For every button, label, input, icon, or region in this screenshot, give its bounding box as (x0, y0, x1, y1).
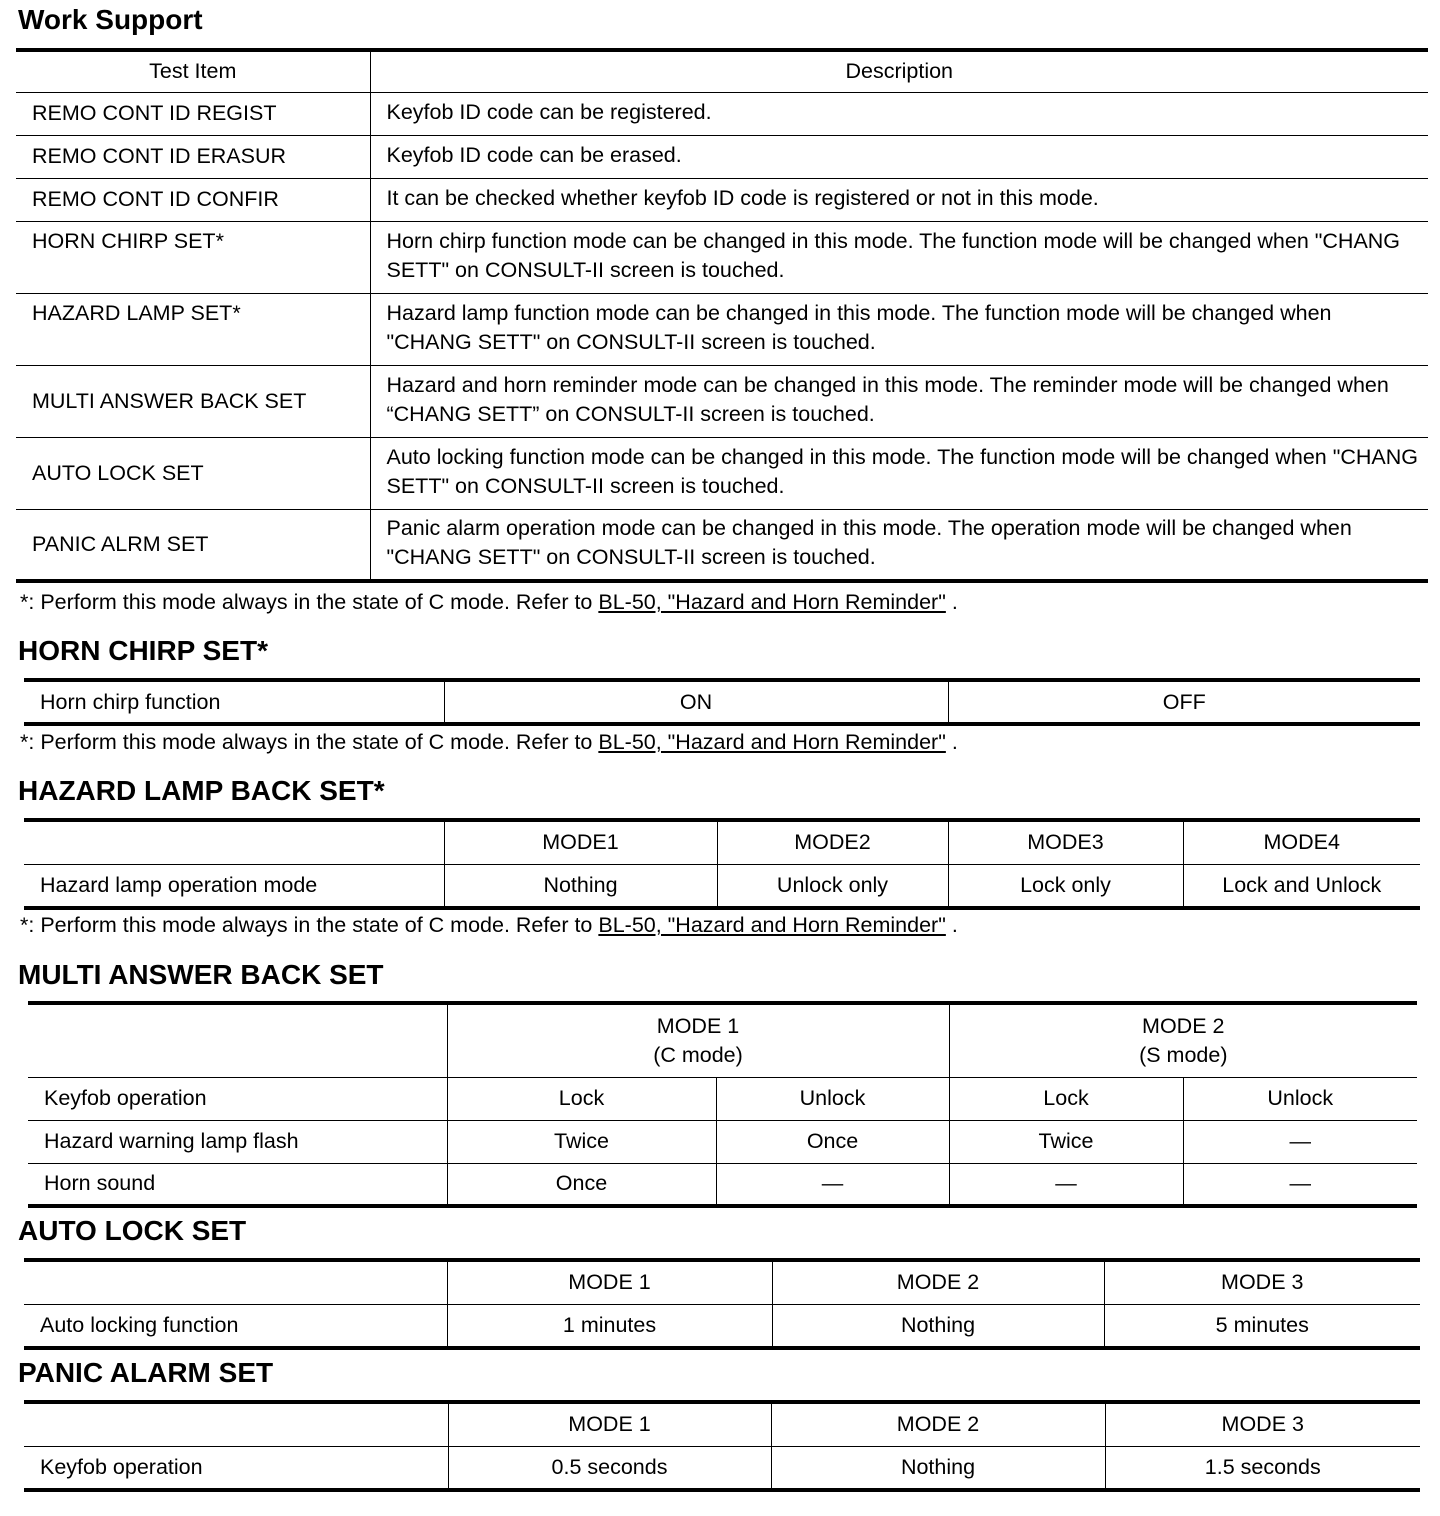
description-cell: Auto locking function mode can be changed in this mode. The function mode will be changed when "CHANG SETT" on CONSULT-II screen is touched. (370, 437, 1428, 509)
test-item-cell: REMO CONT ID ERASUR (16, 135, 370, 178)
test-item-cell: HORN CHIRP SET* (16, 221, 370, 293)
value-cell: Lock only (948, 864, 1183, 908)
value-cell: Twice (949, 1120, 1183, 1163)
table-row (24, 864, 1420, 908)
value-cell: — (1183, 1163, 1417, 1206)
horn-chirp-title: HORN CHIRP SET* (18, 635, 268, 666)
mode-header: MODE 2 (771, 1402, 1105, 1446)
table-row (16, 92, 1428, 135)
mode-header: MODE2 (717, 820, 948, 864)
header-test-item: Test Item (16, 50, 370, 92)
test-item-cell: REMO CONT ID REGIST (16, 92, 370, 135)
description-cell: Keyfob ID code can be registered. (370, 92, 1428, 135)
value-cell: Nothing (772, 1304, 1104, 1348)
value-cell: Lock (447, 1077, 716, 1120)
hazard-lamp-title: HAZARD LAMP BACK SET* (18, 775, 385, 806)
horn-chirp-on: ON (444, 680, 948, 724)
mode1-header (447, 1003, 949, 1077)
footnote (20, 729, 958, 755)
auto-lock-table (24, 1258, 1420, 1350)
mode-header: MODE4 (1183, 820, 1420, 864)
empty-cell (24, 820, 444, 864)
row-label: Keyfob operation (28, 1077, 447, 1120)
empty-cell (24, 1402, 448, 1446)
value-cell: 1.5 seconds (1105, 1446, 1420, 1490)
description-cell: Hazard lamp function mode can be changed in this mode. The function mode will be changed when "CHANG SETT" on CONSULT-II screen is touched. (370, 293, 1428, 365)
test-item-cell: REMO CONT ID CONFIR (16, 178, 370, 221)
mode2-sub: (S mode) (1139, 1042, 1228, 1067)
value-cell: — (949, 1163, 1183, 1206)
table-row (24, 680, 1420, 724)
row-label: Hazard warning lamp flash (28, 1120, 447, 1163)
table-row (16, 178, 1428, 221)
auto-lock-title: AUTO LOCK SET (18, 1215, 247, 1246)
value-cell: Once (716, 1120, 949, 1163)
work-support-header-row (16, 50, 1428, 92)
description-cell: It can be checked whether keyfob ID code is registered or not in this mode. (370, 178, 1428, 221)
value-cell: Once (447, 1163, 716, 1206)
value-cell: — (1183, 1120, 1417, 1163)
table-row (24, 1446, 1420, 1490)
test-item-cell: HAZARD LAMP SET* (16, 293, 370, 365)
multi-answer-title: MULTI ANSWER BACK SET (18, 959, 384, 990)
table-row (28, 1077, 1417, 1120)
mode-header: MODE 3 (1104, 1260, 1420, 1304)
footnote-text: *: Perform this mode always in the state of C mode. Refer to (20, 730, 599, 754)
auto-lock-label: Auto locking function (24, 1304, 447, 1348)
panic-alarm-label: Keyfob operation (24, 1446, 448, 1490)
value-cell: Unlock (716, 1077, 949, 1120)
footnote-suffix: . (945, 730, 958, 754)
horn-chirp-table (24, 678, 1420, 726)
reference-link[interactable]: BL-50, "Hazard and Horn Reminder" (598, 913, 946, 937)
hazard-lamp-label: Hazard lamp operation mode (24, 864, 444, 908)
work-support-title: Work Support (18, 4, 203, 35)
panic-alarm-table (24, 1400, 1420, 1492)
hazard-lamp-table (24, 818, 1420, 910)
empty-cell (28, 1003, 447, 1077)
value-cell: Nothing (444, 864, 717, 908)
mode-header: MODE3 (948, 820, 1183, 864)
multi-answer-table (28, 1001, 1417, 1208)
footnote (20, 589, 958, 615)
mode2-header (949, 1003, 1417, 1077)
panic-alarm-title: PANIC ALARM SET (18, 1357, 274, 1388)
value-cell: — (716, 1163, 949, 1206)
description-cell: Keyfob ID code can be erased. (370, 135, 1428, 178)
row-label: Horn sound (28, 1163, 447, 1206)
footnote (20, 912, 958, 938)
table-row (24, 820, 1420, 864)
test-item-cell: AUTO LOCK SET (16, 437, 370, 509)
table-row (16, 365, 1428, 437)
table-row (16, 293, 1428, 365)
table-row (28, 1003, 1417, 1077)
mode-header: MODE 3 (1105, 1402, 1420, 1446)
horn-chirp-off: OFF (948, 680, 1420, 724)
mode1-name: MODE 1 (656, 1013, 740, 1038)
mode-header: MODE 2 (772, 1260, 1104, 1304)
mode-header: MODE 1 (448, 1402, 771, 1446)
table-row (28, 1120, 1417, 1163)
mode-header: MODE1 (444, 820, 717, 864)
value-cell: 0.5 seconds (448, 1446, 771, 1490)
table-row (24, 1260, 1420, 1304)
value-cell: Unlock (1183, 1077, 1417, 1120)
table-row (16, 509, 1428, 581)
value-cell: 1 minutes (447, 1304, 772, 1348)
table-row (28, 1163, 1417, 1206)
header-description: Description (370, 50, 1428, 92)
test-item-cell: MULTI ANSWER BACK SET (16, 365, 370, 437)
value-cell: Unlock only (717, 864, 948, 908)
test-item-cell: PANIC ALRM SET (16, 509, 370, 581)
reference-link[interactable]: BL-50, "Hazard and Horn Reminder" (598, 730, 946, 754)
table-row (24, 1304, 1420, 1348)
footnote-text: *: Perform this mode always in the state of C mode. Refer to (20, 590, 599, 614)
mode-header: MODE 1 (447, 1260, 772, 1304)
reference-link[interactable]: BL-50, "Hazard and Horn Reminder" (598, 590, 946, 614)
description-cell: Hazard and horn reminder mode can be changed in this mode. The reminder mode will be changed when “CHANG SETT” on CONSULT-II screen is touched. (370, 365, 1428, 437)
value-cell: Twice (447, 1120, 716, 1163)
table-row (16, 437, 1428, 509)
footnote-suffix: . (945, 590, 958, 614)
value-cell: Nothing (771, 1446, 1105, 1490)
mode1-sub: (C mode) (653, 1042, 743, 1067)
value-cell: Lock (949, 1077, 1183, 1120)
table-row (24, 1402, 1420, 1446)
horn-chirp-label: Horn chirp function (24, 680, 444, 724)
footnote-text: *: Perform this mode always in the state of C mode. Refer to (20, 913, 599, 937)
table-row (16, 221, 1428, 293)
value-cell: Lock and Unlock (1183, 864, 1420, 908)
mode2-name: MODE 2 (1142, 1013, 1225, 1038)
description-cell: Horn chirp function mode can be changed in this mode. The function mode will be changed when "CHANG SETT" on CONSULT-II screen is touched. (370, 221, 1428, 293)
value-cell: 5 minutes (1104, 1304, 1420, 1348)
work-support-table (16, 48, 1428, 583)
table-row (16, 135, 1428, 178)
description-cell: Panic alarm operation mode can be changed in this mode. The operation mode will be changed when "CHANG SETT" on CONSULT-II screen is touched. (370, 509, 1428, 581)
empty-cell (24, 1260, 447, 1304)
footnote-suffix: . (945, 913, 958, 937)
